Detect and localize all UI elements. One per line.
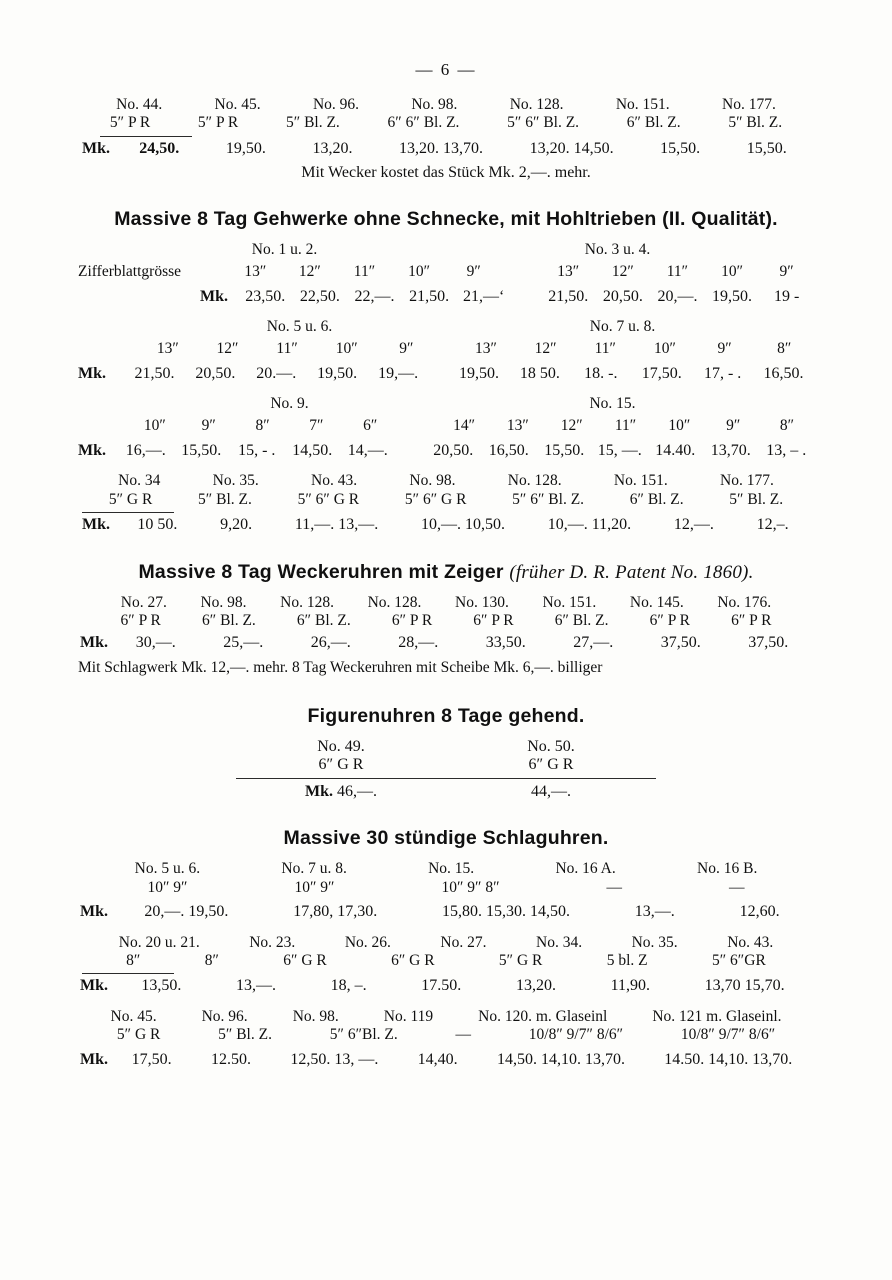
model-cell: No. 43. [727,933,774,951]
size-cell: 13″ [557,263,580,281]
size-cell: 6″ Bl. Z. [201,612,256,630]
price-cell: 20,—. 19,50. [144,902,229,920]
size-cell: 5″ G R [116,1026,161,1044]
divider [82,512,174,513]
price-cell: 20,—. [657,288,698,306]
size-cell: 6″ G R [283,952,327,970]
model-cell: No. 34 [118,472,161,490]
size-cell: 12″ [611,263,634,281]
mk-label: Mk. [82,516,110,533]
mk-label: Mk. [78,442,106,460]
group4-models [78,472,814,490]
size-cell: 12″ [534,340,557,358]
price-cell-with-label [236,783,446,801]
price-cell: 21,—‘ [463,288,505,306]
price-cell: 19,—. [378,365,419,383]
price-cell: 12,50. 13, —. [290,1050,379,1068]
group-head: No. 1 u. 2. [251,241,318,259]
section-title-figurenuhren: Figurenuhren 8 Tage gehend. [307,705,585,728]
size-cell: 7″ [309,417,324,435]
size-cell: 11″ [353,263,376,281]
price-cell: 15,50. [746,139,787,157]
price-cell: 22,—. [354,288,395,306]
section-title-subnote: (früher D. R. Patent No. 1860). [509,561,754,583]
price-cell: 17,50. [641,365,682,383]
model-cell: No. 43. [311,472,358,490]
size-cell: 5″ Bl. Z. [729,490,784,508]
size-cell: 12″ [560,417,583,435]
model-cell: No. 96. [312,96,360,113]
model-cell: No. 96. [201,1008,248,1026]
size-cell: 10″ 9″ [147,878,188,896]
price-cell: 20,50. [195,365,236,383]
size-cell: 5″ 6″GR [711,952,766,970]
size-cell: 8″ [204,952,219,970]
weckeruhren-table [78,594,814,677]
price-cell: 15, —. [597,442,642,460]
price-cell: 19,50. [225,139,266,157]
size-cell: 6″ Bl. Z. [296,612,351,630]
model-cell: No. 16 A. [555,860,616,878]
price-cell: 14,40. [417,1050,458,1068]
model-cell: No. 44. [116,96,163,113]
price-cell: 15,80. 15,30. 14,50. [441,902,570,920]
size-cell: 5″ G R [498,952,543,970]
price-cell: 10,—. 10,50. [420,516,505,533]
group-head: No. 5 u. 6. [266,318,333,336]
size-cell: 9″ [201,417,216,435]
price-cell: 24,50. [139,139,180,157]
price-cell: 16,50. [763,365,804,383]
price-cell: 13,20. [312,139,353,157]
model-cell: No. 20 u. 21. [118,933,200,951]
size-cell: 8″ [777,340,792,358]
mk-label: Mk. [200,288,228,306]
price-cell: 13,20. 13,70. [399,139,484,157]
price-cell: 17.50. [421,977,462,995]
size-cell: 6″ P R [473,612,514,630]
price-cell: 18. -. [584,365,618,383]
model-cell: No. 145. [629,593,684,611]
price-cell: 11,—. 13,—. [294,516,379,533]
size-cell: 10″ 9″ 8″ [441,878,500,896]
group3-sizes [78,417,814,435]
price-cell: 15,50. [181,442,222,460]
model-cell: No. 121 m. Glaseinl. [652,1008,782,1026]
group-head: No. 9. [270,395,309,413]
group1-prices [78,288,814,306]
price-cell: 14,50. 14,10. 13,70. [496,1050,625,1068]
size-cell: 8″ [126,952,141,970]
price-cell: 13,—. [235,977,276,995]
size-row-label: Zifferblattgrösse [78,263,182,281]
mk-label: Mk. [78,365,106,383]
model-cell: No. 98. [409,472,456,490]
size-cell: 10″ [143,417,166,435]
price-cell: 12,—. [673,516,714,533]
price-cell: 21,50. [134,365,175,383]
size-cell: 6″ Bl. Z. [554,612,609,630]
size-cell: — [455,1026,472,1044]
divider [82,973,174,974]
size-cell: 10″ [668,417,691,435]
figurenuhren-models [236,738,656,756]
price-cell: 37,50. [748,634,789,652]
size-cell: 5″ 6″ G R [404,490,467,508]
size-cell: 13″ [244,263,267,281]
weckeruhren-note: Mit Schlagwerk Mk. 12,—. mehr. 8 Tag Weckeruhren mit Scheibe Mk. 6,—. billiger [78,659,603,677]
size-cell: 9″ [779,263,794,281]
price-cell: 20,50. [602,288,643,306]
mk-label: Mk. [82,139,110,157]
size-cell: 9″ [399,340,414,358]
price-cell: 46,—. [337,783,377,801]
figurenuhren-sizes [236,756,656,774]
model-cell: No. 7 u. 8. [281,860,347,878]
size-cell: 9″ [717,340,732,358]
price-cell: 14,—. [347,442,388,460]
size-cell: 6″ [363,417,378,435]
section-title-text: Massive 8 Tag Weckeruhren mit Zeiger [138,560,504,583]
figurenuhren-table [236,738,656,801]
top-table-note: Mit Wecker kostet das Stück Mk. 2,—. mehr. [301,164,591,182]
top-table-prices [78,140,814,159]
figurenuhren-prices [236,783,656,801]
size-cell: 8″ [779,417,795,435]
model-cell: No. 119 [383,1008,434,1026]
model-cell: No. 151. [615,96,670,113]
mk-label: Mk. [80,977,108,995]
group3-prices [78,442,814,460]
mk-label: Mk. [80,902,108,920]
group4-sizes [78,491,814,509]
price-cell: 12,–. [756,516,789,533]
size-cell: 11″ [666,263,689,281]
size-cell: 10″ 9″ [294,878,335,896]
price-cell: 19 - [773,288,800,306]
group2-heads [78,318,814,338]
size-cell: 11″ [594,340,616,358]
price-cell: 30,—. [135,634,176,652]
group1-heads [78,241,814,261]
model-cell: No. 5 u. 6. [134,860,201,878]
schlag1-prices [78,903,814,922]
size-cell: 6″ P R [120,612,161,630]
size-cell: 14″ [453,417,476,435]
size-cell: 6″ 6″ Bl. Z. [387,114,460,132]
size-cell: 13″ [156,340,179,358]
model-cell: No. 128. [280,593,334,611]
size-cell: 5″ 6″Bl. Z. [329,1026,398,1044]
price-cell: 20,50. [433,442,474,460]
section-title-weckeruhren [78,561,814,584]
schlag2-prices [78,977,814,996]
size-cell: 5″ Bl. Z. [198,490,252,508]
top-price-table [78,96,814,182]
size-cell: 6″ G R [318,756,364,774]
group1-sizes [78,263,814,281]
price-cell: 25,—. [223,634,264,652]
price-cell: 33,50. [485,634,526,652]
price-cell: 37,50. [660,634,701,652]
price-cell: 10,—. 11,20. [547,516,632,533]
mk-label: Mk. [80,1050,108,1068]
price-cell: 17, - . [703,365,742,383]
model-cell: No. 177. [722,96,776,113]
price-cell: 44,—. [531,783,571,801]
size-cell: 9″ [466,263,481,281]
model-cell: No. 120. m. Glaseinl [478,1008,608,1026]
price-cell: 19,50. [317,365,358,383]
price-cell: 19,50. [712,288,753,306]
model-cell: No. 27. [440,933,487,951]
model-cell: No. 128. [367,593,422,611]
price-cell: 19,50. [458,365,499,383]
size-cell: — [606,878,623,896]
model-cell: No. 128. [507,472,562,490]
size-cell: 5″ Bl. Z. [285,114,340,132]
price-cell: 14.50. 14,10. 13,70. [664,1050,793,1068]
model-cell: No. 98. [292,1008,339,1026]
page-number: — 6 — [415,60,477,79]
model-cell: No. 45. [214,96,261,113]
weckeruhren-models [78,594,814,612]
price-cell: 12,60. [739,902,780,920]
price-cell: 16,50. [488,442,529,460]
price-cell: 20.—. [256,365,297,383]
price-cell: 14.40. [655,442,696,460]
size-cell: 13″ [506,417,529,435]
schlag3-models [78,1008,814,1026]
model-cell: No. 177. [720,472,774,490]
group-head: No. 3 u. 4. [584,241,651,259]
gehwerke-group-4 [78,472,814,534]
size-cell: 5″ Bl. Z. [218,1026,272,1044]
section-title-8tag-gehwerke: Massive 8 Tag Gehwerke ohne Schnecke, mit Hohltrieben (II. Qualität). [114,208,778,231]
price-cell: 22,50. [299,288,340,306]
size-cell: 5″ P R [197,114,239,132]
price-cell: 13,—. [634,902,675,920]
price-cell: 26,—. [310,634,351,652]
model-cell: No. 151. [542,593,597,611]
size-cell: 10″ [721,263,744,281]
price-cell: 21,50. [548,288,589,306]
size-cell: 5″ G R [108,490,153,508]
price-cell: 18, –. [330,977,367,995]
model-cell: No. 16 B. [697,860,758,878]
divider [100,136,192,137]
schlag1-sizes [78,879,814,897]
top-table-models [78,96,814,114]
price-cell: 17,80, 17,30. [293,902,378,920]
size-cell: 9″ [726,417,741,435]
schlag3-prices [78,1051,814,1070]
model-cell: No. 45. [110,1008,157,1026]
price-cell: 11,90. [610,977,651,995]
price-cell: 21,50. [409,288,450,306]
size-cell: 11″ [276,340,298,358]
price-cell: 15,50. [544,442,585,460]
price-cell: 16,—. [125,442,166,460]
model-cell: No. 151. [613,472,668,490]
group4-prices [78,516,814,535]
price-cell: 14,50. [292,442,333,460]
gehwerke-group-3 [78,395,814,460]
size-cell: 10″ [335,340,358,358]
model-cell: No. 34. [536,933,583,951]
model-cell: No. 98. [411,96,458,113]
model-cell: No. 23. [249,933,296,951]
group-head: No. 15. [589,395,636,413]
group3-heads [78,395,814,415]
price-cell: 13, – . [766,442,807,460]
size-cell: — [729,878,745,896]
size-cell: 5″ 6″ Bl. Z. [507,114,580,132]
schlag2-sizes [78,952,814,970]
size-cell: 10/8″ 9/7″ 8/6″ [528,1026,624,1044]
weckeruhren-sizes [78,612,814,630]
section-title-schlaguhren: Massive 30 stündige Schlaguhren. [283,827,609,850]
model-cell: No. 49. [317,738,365,756]
gehwerke-group-2 [78,318,814,383]
divider [236,778,656,779]
size-cell: 5″ Bl. Z. [728,114,783,132]
price-cell: 23,50. [245,288,286,306]
size-cell: 11″ [614,417,637,435]
size-cell: 6″ P R [731,612,772,630]
model-cell: No. 26. [344,933,391,951]
model-cell: No. 128. [509,96,564,113]
schlag3-sizes [78,1026,814,1044]
price-cell: 18 50. [519,365,560,383]
size-cell: 6″ Bl. Z. [629,490,684,508]
size-cell: 13″ [475,340,497,358]
schlag2-models [78,934,814,952]
size-cell: 6″ G R [391,952,435,970]
price-cell: 13,20. 14,50. [529,139,614,157]
model-cell: No. 27. [120,593,167,611]
size-cell: 6″ P R [649,612,690,630]
model-cell: No. 130. [455,593,509,611]
mk-label: Mk. [80,634,108,652]
price-cell: 13,50. [141,977,182,995]
price-cell: 12.50. [210,1050,251,1068]
group2-prices [78,365,814,383]
schlag1-models [78,860,814,878]
size-cell: 6″ Bl. Z. [626,114,681,132]
size-cell: 5 bl. Z [606,952,648,970]
size-cell: 12″ [298,263,321,281]
group-head: No. 7 u. 8. [589,318,656,336]
mk-label: Mk. [305,783,333,801]
price-cell: 13,70 15,70. [704,977,785,995]
model-cell: No. 98. [200,593,247,611]
page-content [0,96,892,1070]
model-cell: No. 176. [717,593,772,611]
price-cell: 9,20. [220,516,253,533]
price-cell: 17,50. [131,1050,172,1068]
size-cell: 8″ [255,417,270,435]
price-cell: 10 50. [137,516,178,533]
price-cell: 15,50. [660,139,701,157]
size-cell: 5″ 6″ Bl. Z. [512,490,585,508]
gehwerke-group-1 [78,241,814,306]
model-cell: No. 35. [631,933,678,951]
price-cell: 27,—. [573,634,614,652]
size-cell: 5″ 6″ G R [297,490,360,508]
size-cell: 6″ P R [391,612,433,630]
top-table-sizes [78,114,814,132]
size-cell: 5″ P R [109,114,151,132]
model-cell: No. 50. [527,738,575,756]
size-cell: 10/8″ 9/7″ 8/6″ [680,1026,776,1044]
weckeruhren-prices [78,634,814,653]
model-cell: No. 15. [428,860,475,878]
schlaguhren-group-1 [78,860,814,921]
size-cell: 12″ [216,340,239,358]
size-cell: 10″ [653,340,676,358]
price-cell: 13,70. [710,442,751,460]
model-cell: No. 35. [212,472,259,490]
size-cell: 10″ [408,263,431,281]
price-cell: 28,—. [398,634,439,652]
schlaguhren-group-2 [78,934,814,996]
schlaguhren-group-3 [78,1008,814,1069]
price-cell: 13,20. [515,977,556,995]
group2-sizes [78,340,814,358]
size-cell: 6″ G R [528,756,574,774]
price-cell: 15, - . [238,442,276,460]
